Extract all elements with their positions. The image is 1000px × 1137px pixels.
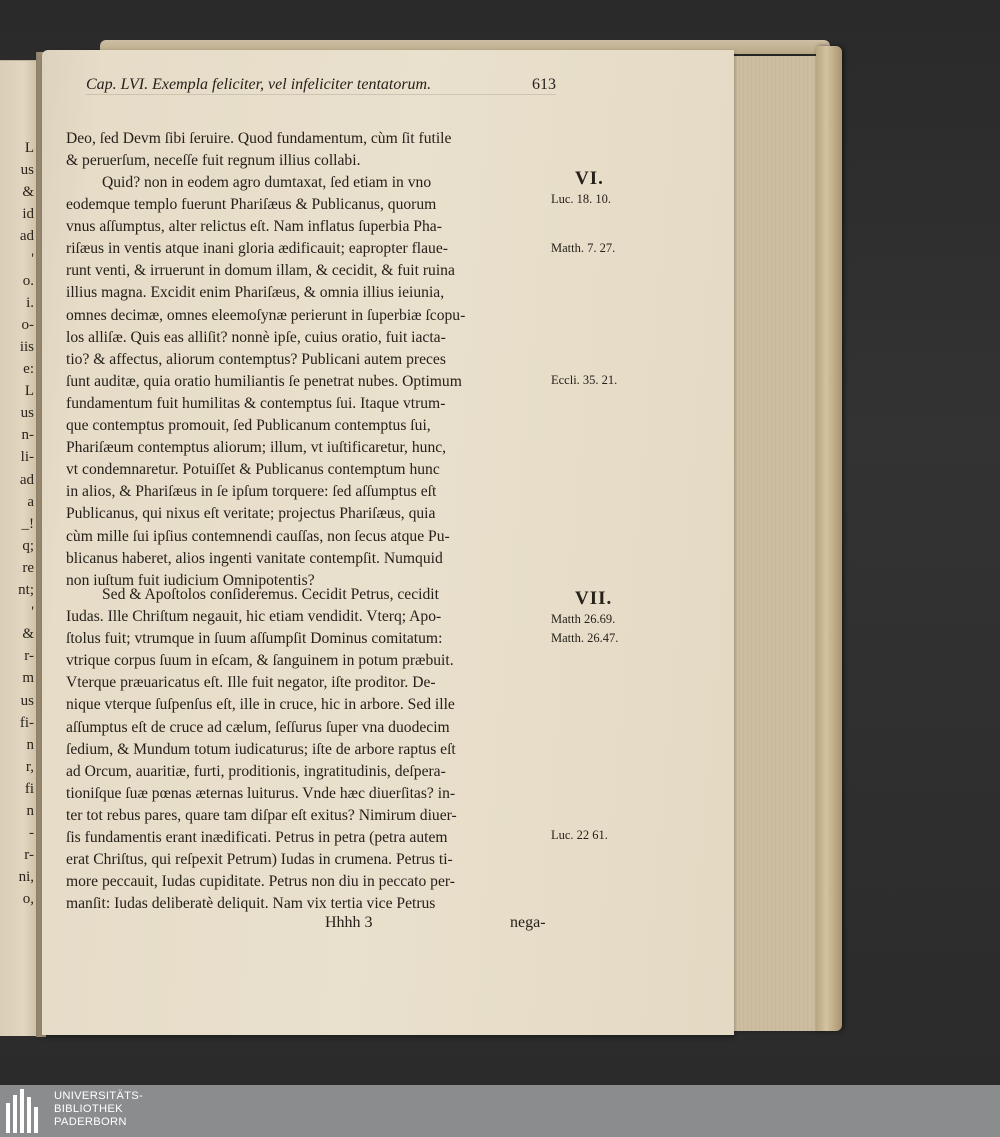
text-line: eodemque templo fuerunt Phariſæus & Publicanus, quorum [66, 196, 437, 214]
section-number-vii: VII. [575, 588, 613, 609]
left-page-text-fragment: li- [20, 449, 34, 466]
text-line: ter tot rebus pares, quare tam diſpar eſt exitus? Nimirum diuer- [66, 806, 457, 824]
text-line: more peccauit, Iudas cupiditate. Petrus non diu in peccato per- [66, 873, 455, 891]
left-page-text-fragment: re [22, 559, 34, 576]
left-page-text-fragment: i. [26, 294, 34, 311]
text-line: Iudas. Ille Chriſtum negauit, hic etiam vendidit. Vterq; Apo- [66, 608, 442, 626]
left-page-text-fragment: id [22, 206, 34, 223]
margin-ref-luc-22: Luc. 22 61. [551, 828, 608, 842]
text-line: erat Chriſtus, qui reſpexit Petrum) Iudas in crumena. Petrus ti- [66, 851, 453, 869]
margin-ref-eccli-35: Eccli. 35. 21. [551, 373, 618, 387]
left-page-text-fragment: n [26, 803, 34, 819]
left-page-text-fragment: ' [31, 604, 34, 621]
text-line: Vterque præuaricatus eſt. Ille fuit negator, iſte proditor. De- [66, 674, 436, 692]
text-line: omnes decimæ, omnes eleemoſynæ perierunt in ſuperbiæ ſcopu- [66, 306, 466, 324]
left-page-text-fragment: us [20, 405, 34, 422]
catchword: nega- [510, 914, 546, 931]
left-page-text-fragment: nt; [18, 582, 34, 598]
left-page-text-fragment: us [20, 162, 34, 179]
text-line: Sed & Apoſtolos conſideremus. Cecidit Petrus, cecidit [102, 586, 439, 603]
left-page-text-fragment: o- [21, 316, 34, 333]
paragraph-1 [66, 128, 546, 172]
left-page-text-fragment: n- [21, 427, 34, 444]
left-page-text-fragment: _! [21, 515, 34, 532]
left-page-text-fragment: fi [24, 780, 34, 797]
left-page-text-fragment: - [29, 825, 34, 842]
text-line: Deo, ſed Devm ſibi ſeruire. Quod fundamentum, cùm ſit futile [66, 130, 452, 147]
left-page-text-fragment: iis [19, 338, 34, 355]
page-number: 613 [532, 76, 556, 93]
page-edges [732, 56, 820, 1031]
section-number-vi: VI. [575, 168, 604, 189]
library-name-line-3: PADERBORN [54, 1116, 127, 1128]
running-head-title: Cap. LVI. Exempla feliciter, vel infeliciter tentatorum. [86, 76, 432, 93]
text-line: Quid? non in eodem agro dumtaxat, ſed etiam in vno [102, 174, 432, 191]
left-page-text-fragment: r, [25, 758, 34, 775]
running-head [86, 76, 556, 95]
left-page-fragment [0, 60, 40, 1036]
margin-ref-matth-26: Matth 26.69. [551, 612, 616, 626]
left-page-text-fragment: o. [22, 272, 34, 289]
library-name [54, 1090, 143, 1129]
margin-ref-matth-7: Matth. 7. 27. [551, 241, 616, 255]
left-page-text-fragment: a [27, 493, 34, 510]
text-line: que contemptus promouit, ſed Publicanum contemptus ſui, [66, 417, 431, 435]
text-line: tioniſque ſuæ pœnas æternas luiturus. Vnde hæc diuerſitas? in- [66, 784, 456, 802]
text-line: cùm mille ſui ipſius contemnendi cauſſas, non ſecus atque Pu- [66, 527, 450, 545]
left-page-text-fragment: L [24, 383, 34, 400]
left-page-text-fragment: ' [31, 250, 34, 267]
left-page-text-fragment: fi- [19, 714, 34, 731]
library-logo-icon [6, 1089, 46, 1133]
text-line: ſunt auditæ, quia oratio humiliantis ſe penetrat nubes. Optimum [66, 372, 462, 390]
text-line: in alios, & Phariſæus in ſe ipſum torquere: ſed aſſumptus eſt [66, 483, 437, 501]
library-name-line-2: BIBLIOTHEK [54, 1103, 123, 1115]
text-line: Publicanus, qui nixus eſt veritate; projectus Phariſæus, quia [66, 505, 436, 523]
left-page-text-fragment: ni, [18, 869, 34, 886]
text-line: blicanus haberet, alios ingenti vanitate contempſit. Numquid [66, 549, 443, 567]
text-line: ſis fundamentis erant inædificati. Petrus in petra (petra autem [66, 829, 448, 847]
text-line: & peruerſum, neceſſe fuit regnum illius collabi. [66, 152, 361, 170]
text-line: illius magna. Excidit enim Phariſæus, & omnia illius ieiunia, [66, 284, 445, 302]
left-page-text-fragment: o, [22, 891, 34, 908]
text-line: vnus aſſumptus, alter relictus eſt. Nam inflatus ſuperbia Pha- [66, 218, 442, 236]
text-line: vtrique corpus ſuum in eſcam, & ſanguinem in potum præbuit. [66, 652, 454, 670]
text-line: Phariſæum contemptus aliorum; illum, vt iuſtificaretur, hunc, [66, 439, 447, 457]
text-line: non iuſtum fuit iudicium Omnipotentis? [66, 571, 315, 589]
left-page-text-fragment: q; [22, 537, 34, 554]
text-line: los alliſæ. Quis eas alliſit? nonnè ipſe, cuius oratio, fuit iacta- [66, 328, 446, 346]
text-line: riſæus in ventis atque inani gloria ædificauit; eapropter flaue- [66, 240, 448, 258]
margin-ref-luc-18: Luc. 18. 10. [551, 192, 612, 206]
paragraph-2 [66, 172, 546, 592]
cover-edge [816, 46, 842, 1031]
text-line: ſedium, & Mundum totum iudicaturus; iſte de arbore raptus eſt [66, 740, 456, 758]
left-page-text-fragment: & [22, 626, 34, 643]
text-line: ſtolus fuit; vtrumque in ſuum aſſumpſit Dominus comitatum: [66, 630, 443, 648]
text-line: runt venti, & irruerunt in domum illam, & cecidit, & fuit ruina [66, 262, 455, 280]
left-page-text-fragment: us [20, 692, 34, 709]
text-line: manſit: Iudas deliberatè deliquit. Nam vix tertia vice Petrus [66, 895, 436, 913]
left-page-text-fragment: & [22, 184, 34, 201]
left-page-text-fragment: ad [19, 228, 34, 245]
library-footer [0, 1085, 1000, 1137]
text-line: fundamentum fuit humilitas & contemptus ſui. Itaque vtrum- [66, 394, 446, 412]
signature-mark: Hhhh 3 [325, 914, 373, 931]
left-page-text-fragment: m [22, 670, 34, 687]
text-line: ad Orcum, auaritiæ, furti, proditionis, ingratitudinis, deſpera- [66, 762, 446, 780]
text-line: aſſumptus eſt de cruce ad cælum, ſeſſurus ſuper vna duodecim [66, 718, 450, 736]
left-page-text-fragment: r- [24, 847, 34, 864]
left-page-text-fragment: L [24, 140, 34, 156]
library-name-line-1: UNIVERSITÄTS- [54, 1090, 144, 1102]
margin-ref-matth-26b: Matth. 26.47. [551, 631, 619, 645]
text-line: nique vterque ſuſpenſus eſt, ille in cruce, hic in arbore. Sed ille [66, 696, 455, 714]
left-page-text-fragment: r- [24, 648, 34, 665]
left-page-text-fragment: n [26, 736, 34, 753]
text-line: vt condemnaretur. Potuiſſet & Publicanus contemptum hunc [66, 461, 440, 479]
left-page-text-fragment: e: [23, 361, 34, 377]
text-line: tio? & affectus, aliorum contemptus? Publicani autem preces [66, 350, 446, 368]
paragraph-3 [66, 584, 546, 915]
left-page-text-fragment: ad [19, 471, 34, 488]
